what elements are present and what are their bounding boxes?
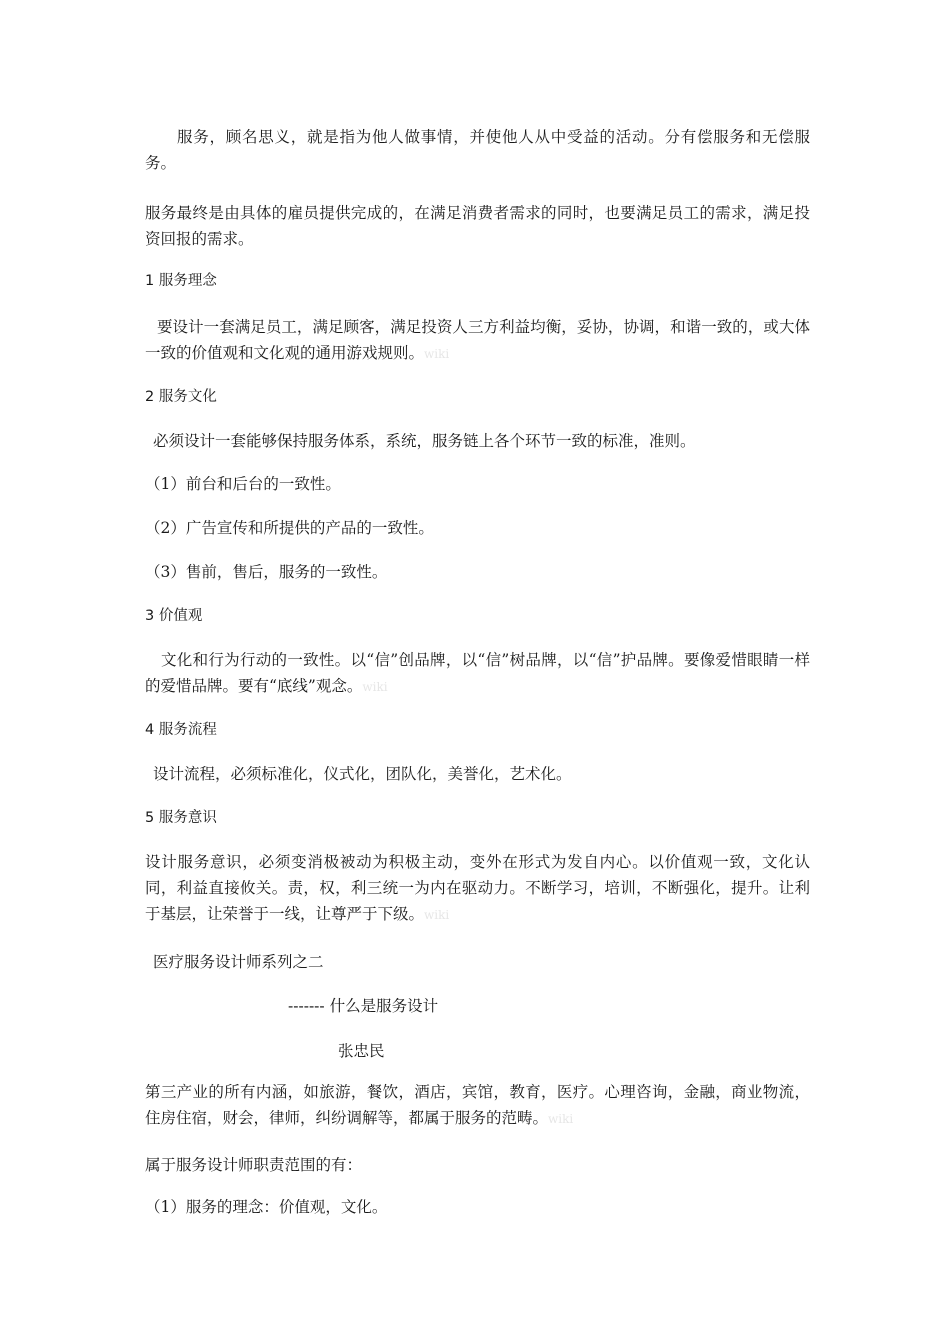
section-body: 必须设计一套能够保持服务体系，系统，服务链上各个环节一致的标准，准则。 [153,432,696,450]
faint-watermark: wiki [548,1112,574,1126]
faint-watermark: wiki [424,908,450,922]
author: 张忠民 [338,1042,385,1060]
list-item: （3）售前，售后，服务的一致性。 [145,563,388,581]
section-heading: 4 服务流程 [145,722,217,738]
section-heading: 2 服务文化 [145,389,217,405]
industry-paragraph-text: 第三产业的所有内涵，如旅游，餐饮，酒店，宾馆，教育，医疗。心理咨询，金融，商业物流，住房住宿，财会，律师，纠纷调解等，都属于服务的范畴。 [145,1083,810,1127]
subtitle: ------- 什么是服务设计 [288,997,439,1015]
list-item: （1）服务的理念：价值观，文化。 [145,1198,388,1216]
section-body-text: 要设计一套满足员工，满足顾客，满足投资人三方利益均衡，妥协，协调，和谐一致的，或大体一致的价值观和文化观的通用游戏规则。 [145,318,810,362]
faint-watermark: wiki [424,347,450,361]
section-heading: 5 服务意识 [145,810,217,826]
scope-paragraph: 属于服务设计师职责范围的有： [145,1156,363,1174]
section-body [145,647,810,700]
intro-paragraph-2: 服务最终是由具体的雇员提供完成的，在满足消费者需求的同时，也要满足员工的需求，满足投资回报的需求。 [145,204,810,248]
section-heading: 1 服务理念 [145,273,217,289]
section-body-text: 设计服务意识，必须变消极被动为积极主动，变外在形式为发自内心。以价值观一致，文化认同，利益直接攸关。责，权，利三统一为内在驱动力。不断学习，培训，不断强化，提升。让利于基层，让荣誉于一线，让尊严于下级。 [145,853,810,923]
list-item: （1）前台和后台的一致性。 [145,475,341,493]
section-body [145,314,810,367]
section-body-text: 文化和行为行动的一致性。以“信”创品牌，以“信”树品牌，以“信”护品牌。要像爱惜眼睛一样的爱惜品牌。要有“底线”观念。 [145,651,810,695]
faint-watermark: wiki [362,680,388,694]
section-body [145,849,810,928]
industry-paragraph [145,1079,810,1132]
intro-paragraph-1: 服务，顾名思义，就是指为他人做事情，并使他人从中受益的活动。分有偿服务和无偿服务。 [145,128,810,172]
series-title: 医疗服务设计师系列之二 [153,953,324,971]
list-item: （2）广告宣传和所提供的产品的一致性。 [145,519,434,537]
section-heading: 3 价值观 [145,608,203,624]
section-body: 设计流程，必须标准化，仪式化，团队化，美誉化，艺术化。 [153,765,572,783]
